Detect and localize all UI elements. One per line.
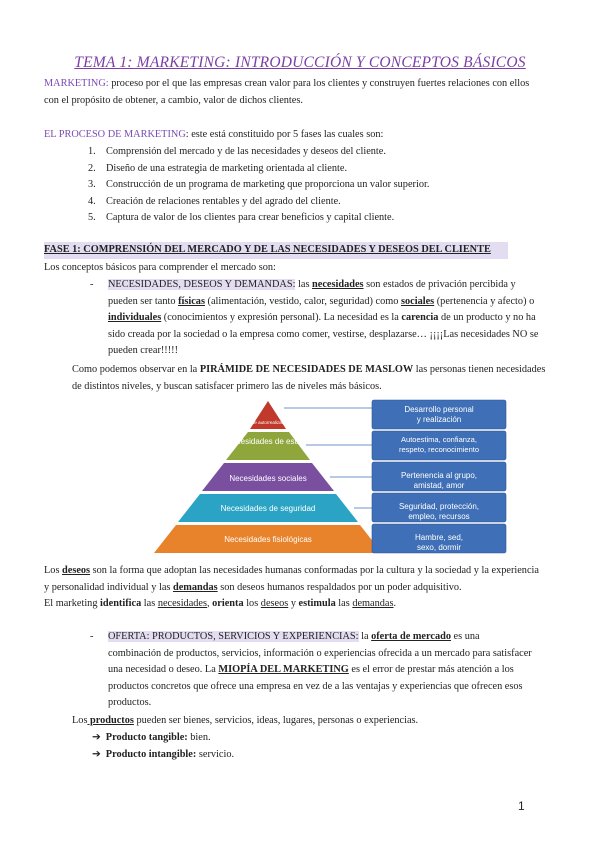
marketing-line-1: proceso por el que las empresas crean valor para los clientes y construyen fuertes relaciones con ellos: [108, 78, 530, 89]
text: de distintos niveles, y buscan satisfacer primero las de niveles más básicos.: [72, 380, 382, 392]
list-text: Captura de valor de los clientes para crear beneficios y capital cliente.: [106, 212, 395, 223]
bullet-dash: -: [90, 279, 94, 290]
keyword: necesidades: [157, 598, 207, 609]
text: combinación de productos, servicios, información o experiencias ofrecida a un mercado para satisfacer: [108, 647, 532, 659]
list-item: [92, 730, 211, 747]
list-number: 2.: [88, 162, 96, 174]
pyramid-label-4: Necesidades de seguridad: [220, 504, 316, 513]
text: la: [358, 631, 372, 642]
box-text: Hambre, sed, sexo, dormir: [414, 533, 464, 552]
list-number: 1.: [88, 146, 96, 157]
necesidades-label: NECESIDADES, DESEOS Y DEMANDAS:: [108, 279, 296, 290]
list-number: 5.: [88, 212, 96, 223]
text: pueden ser tanto: [108, 295, 179, 307]
item-text: bien.: [187, 732, 211, 743]
text: es el error de prestar más atención a los: [348, 664, 514, 675]
item-text: servicio.: [196, 749, 235, 760]
arrow-icon: ➔: [92, 749, 101, 760]
fase1-heading: FASE 1: COMPRENSIÓN DEL MERCADO Y DE LAS NECESIDADES Y DESEOS DEL CLIENTE: [44, 242, 508, 259]
bullet-dash: -: [90, 631, 94, 642]
keyword: deseos: [62, 565, 91, 576]
pyramid-label-2: Necesidades de estima: [226, 437, 310, 446]
text: y personalidad individual y las: [44, 581, 173, 593]
list-text: Comprensión del mercado y de las necesidades y deseos del cliente.: [106, 146, 386, 157]
text: los: [243, 598, 261, 609]
keyword: oferta de mercado: [371, 631, 451, 642]
list-text: Creación de relaciones rentables y del agrado del cliente.: [106, 195, 341, 207]
pyramid-label-1: N. de autorrealización: [246, 420, 290, 425]
box-text: Autoestima, confianza, respeto, reconocimiento: [398, 435, 480, 454]
list-text: Diseño de una estrategia de marketing orientada al cliente.: [106, 162, 348, 174]
necesidades-block: [108, 277, 558, 360]
proceso-heading: [44, 127, 559, 144]
page-number: 1: [518, 799, 525, 813]
keyword: PIRÁMIDE DE NECESIDADES DE MASLOW: [199, 364, 414, 375]
keyword: físicas: [178, 295, 205, 307]
keyword: orienta: [212, 598, 244, 609]
text: las: [335, 598, 353, 609]
keyword: carencia: [401, 312, 439, 323]
keyword: productos: [87, 715, 134, 726]
text: Los: [72, 715, 88, 726]
marketing-definition: [44, 76, 559, 109]
box-fisiologicas: [372, 524, 506, 553]
maslow-pyramid: [150, 398, 510, 556]
proceso-label: EL PROCESO DE MARKETING: [44, 129, 186, 140]
keyword: necesidades: [312, 279, 364, 290]
box-text: Desarrollo personal y realización: [404, 405, 474, 424]
keyword: MIOPÍA DEL MARKETING: [218, 664, 349, 675]
list-number: 3.: [88, 179, 96, 190]
box-estima: [372, 431, 506, 460]
text: y: [288, 598, 299, 609]
text: son estados de privación percibida y: [363, 279, 516, 290]
item-label: Producto intangible:: [105, 749, 197, 760]
box-social: [372, 462, 506, 491]
text: .: [393, 598, 397, 609]
keyword: individuales: [108, 312, 162, 323]
text: son la forma que adoptan las necesidades humanas conformadas por la cultura y la sociedad y la experiencia: [90, 565, 539, 576]
text: (pertenencia y afecto) o: [434, 295, 535, 307]
text: pueden ser bienes, servicios, ideas, lugares, personas o experiencias.: [133, 715, 419, 726]
keyword: sociales: [400, 295, 435, 307]
list-item: [88, 144, 558, 161]
list-item: [88, 161, 558, 178]
keyword: deseos: [260, 598, 289, 609]
proceso-text: : este está constituido por 5 fases las cuales son:: [185, 129, 384, 140]
list-item: [92, 747, 234, 764]
arrow-icon: ➔: [92, 732, 101, 743]
box-autorrealizacion: [372, 400, 506, 429]
text: pueden crear!!!!!: [108, 345, 179, 356]
text: Los: [44, 565, 63, 576]
proceso-steps: [88, 144, 558, 227]
pyramid-label-5: Necesidades fisiológicas: [224, 535, 312, 544]
text: las: [141, 598, 158, 609]
fase1-intro: Los conceptos básicos para comprender el mercado son:: [44, 262, 276, 273]
keyword: estimula: [298, 598, 336, 609]
list-number: 4.: [88, 195, 96, 207]
productos-paragraph: [72, 713, 562, 730]
text: (conocimientos y expresión personal). La necesidad es la: [161, 312, 402, 323]
text: son deseos humanos respaldados por un poder adquisitivo.: [217, 581, 462, 593]
text: una necesidad o deseo. La: [108, 664, 219, 675]
box-seguridad: [372, 493, 506, 522]
text: sido creada por la sociedad o la empresa como comer, vestirse, desplazarse… ¡¡¡¡Las necesidades NO se: [108, 328, 539, 340]
text: Como podemos observar en la: [72, 364, 200, 375]
keyword: demandas: [172, 581, 218, 593]
oferta-block: [108, 629, 558, 712]
list-item: [88, 194, 558, 211]
text: (alimentación, vestido, calor, seguridad) como: [204, 295, 401, 307]
keyword: identifica: [100, 598, 142, 609]
text: las: [295, 279, 313, 290]
maslow-paragraph: [72, 362, 562, 395]
pyramid-label-3: Necesidades sociales: [229, 474, 307, 483]
box-text: Pertenencia al grupo, amistad, amor: [400, 471, 478, 490]
text: productos concretos que ofrece una empresa en vez de a las ventajas y experiencias que ofrecen esos: [108, 680, 523, 692]
box-text: Seguridad, protección, empleo, recursos: [398, 502, 480, 521]
list-item: [88, 177, 558, 194]
keyword: demandas: [352, 598, 394, 609]
text: ,: [207, 598, 213, 609]
list-item: [88, 210, 558, 227]
text: de un producto y no ha: [438, 312, 536, 323]
text: El marketing: [44, 598, 101, 609]
list-text: Construcción de un programa de marketing que proporciona un valor superior.: [106, 179, 430, 190]
text: es una: [450, 631, 480, 642]
page-title: TEMA 1: MARKETING: INTRODUCCIÓN Y CONCEPTOS BÁSICOS: [74, 54, 526, 71]
oferta-label: OFERTA: PRODUCTOS, SERVICIOS Y EXPERIENCIAS:: [108, 631, 359, 642]
deseos-paragraph: [44, 563, 559, 613]
text: productos.: [108, 697, 152, 708]
marketing-label: MARKETING:: [44, 78, 109, 89]
item-label: Producto tangible:: [105, 732, 188, 743]
marketing-line-2: con el propósito de obtener, a cambio, valor de dichos clientes.: [44, 94, 303, 106]
text: las personas tienen necesidades: [413, 364, 546, 375]
